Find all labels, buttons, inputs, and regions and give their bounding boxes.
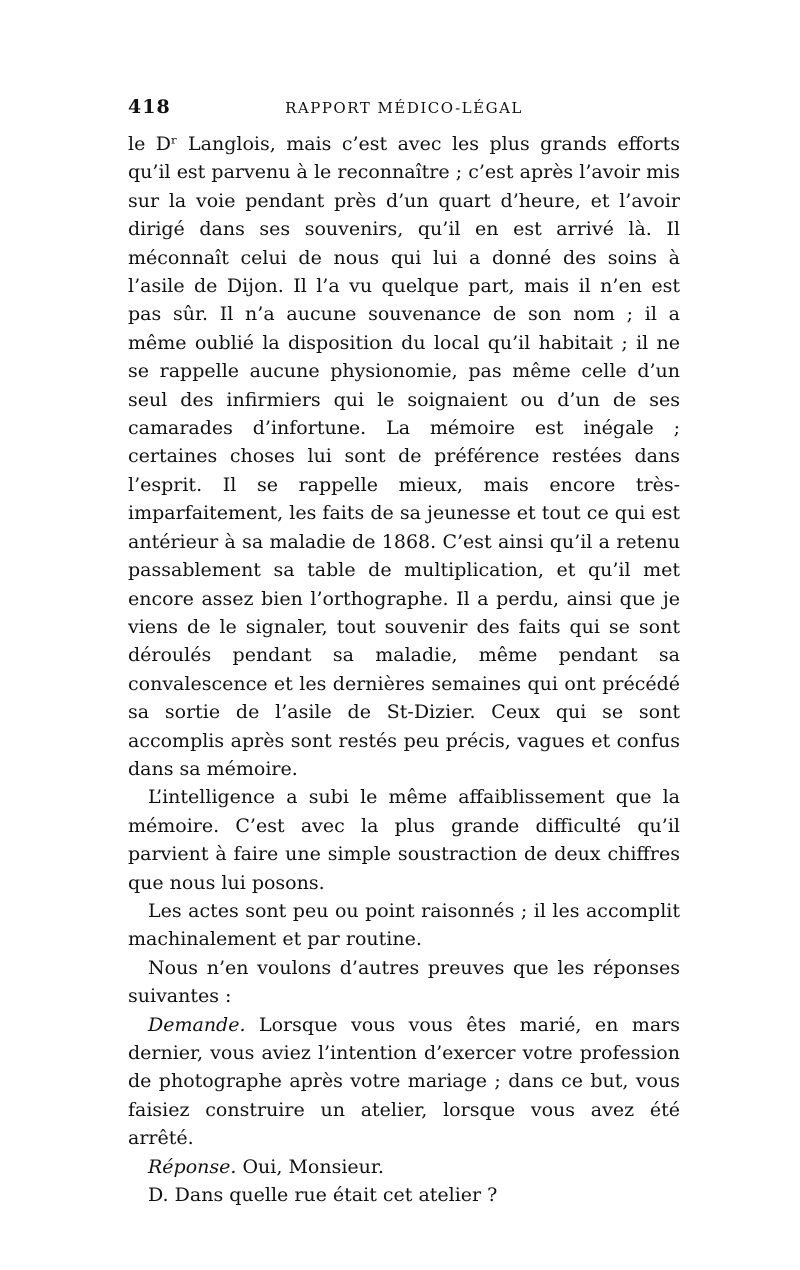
dialogue-text: Dans quelle rue était cet atelier ? [168,1184,498,1207]
body-text [128,130,680,1209]
paragraph-continuation: le Dʳ Langlois, mais c’est avec les plus grands efforts qu’il est parvenu à le reconnaître ; c’est après l’avoir mis sur la voie pendant près d’un quart d’heure, et l’avoir dirigé dans ses souvenirs, qu’il en est arrivé là. Il méconnaît celui de nous qui lui a donné des soins à l’asile de Dijon. Il l’a vu quelque part, mais il n’en est pas sûr. Il n’a aucune souvenance de son nom ; il a même oublié la disposition du local qu’il habitait ; il ne se rappelle aucune physionomie, pas même celle d’un seul des infirmiers qui le soignaient ou d’un de ses camarades d’infortune. La mémoire est inégale ; certaines choses lui sont de préférence restées dans l’esprit. Il se rappelle mieux, mais encore très-imparfaitement, les faits de sa jeunesse et tout ce qui est antérieur à sa maladie de 1868. C’est ainsi qu’il a retenu passablement sa table de multiplication, et qu’il met encore assez bien l’orthographe. Il a perdu, ainsi que je viens de le signaler, tout souvenir des faits qui se sont déroulés pendant sa maladie, même pendant sa convalescence et les dernières semaines qui ont précédé sa sortie de l’asile de St-Dizier. Ceux qui se sont accomplis après sont restés peu précis, vagues et confus dans sa mémoire. [128,133,680,780]
dialogue-question-1 [128,1011,680,1153]
dialogue-text: Oui, Monsieur. [236,1155,384,1178]
paragraph-preuves: Nous n’en voulons d’autres preuves que les réponses suivantes : [128,956,680,1008]
paragraph-actes: Les actes sont peu ou point raisonnés ; il les accomplit machinalement et par routine. [128,899,680,951]
dialogue-answer-1 [128,1153,680,1181]
speaker-label: Réponse. [148,1155,237,1178]
running-title: RAPPORT MÉDICO-LÉGAL [285,99,523,117]
dialogue-text: Lorsque vous vous êtes marié, en mars dernier, vous aviez l’intention d’exercer votre profession de photographe après votre mariage ; dans ce but, vous faisiez construire un atelier, lorsque vous avez été arrêté. [128,1013,680,1150]
speaker-label: Demande. [148,1013,246,1036]
speaker-label: D. [148,1184,169,1207]
page-number: 418 [128,96,171,118]
dialogue-question-2 [128,1181,680,1209]
paragraph-intelligence: L’intelligence a subi le même affaiblissement que la mémoire. C’est avec la plus grande difficulté qu’il parvient à faire une simple soustraction de deux chiffres que nous lui posons. [128,786,680,894]
page-header [128,96,680,124]
